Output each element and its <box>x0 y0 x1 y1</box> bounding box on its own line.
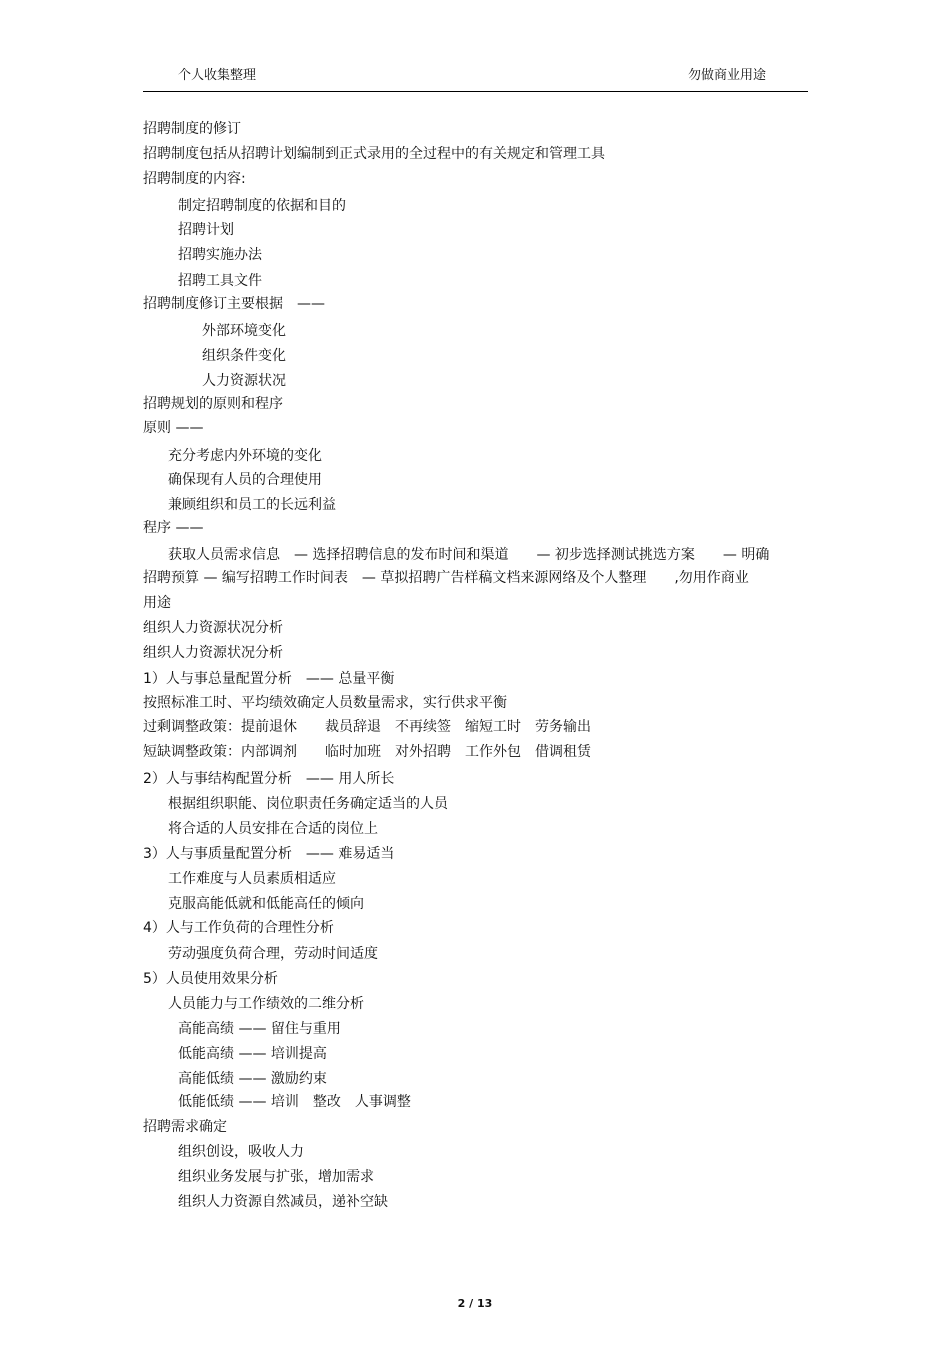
section-heading: 原则 —— <box>143 420 204 436</box>
header-right-text: 勿做商业用途 <box>688 68 767 83</box>
list-item: 根据组织职能、岗位职责任务确定适当的人员 <box>168 796 448 812</box>
list-item: 组织人力资源自然减员，递补空缺 <box>178 1194 388 1210</box>
list-item: 招聘实施办法 <box>178 247 262 263</box>
list-item: 招聘计划 <box>178 222 234 238</box>
list-item: 组织创设，吸收人力 <box>178 1144 304 1160</box>
list-item: 将合适的人员安排在合适的岗位上 <box>168 821 378 837</box>
section-heading: 招聘制度的内容: <box>143 171 246 187</box>
list-item: 组织业务发展与扩张，增加需求 <box>178 1169 374 1185</box>
body-text: 招聘制度包括从招聘计划编制到正式录用的全过程中的有关规定和管理工具 <box>143 146 605 162</box>
numbered-item: 2）人与事结构配置分析 —— 用人所长 <box>143 771 395 787</box>
body-text: 招聘预算 — 编写招聘工作时间表 — 草拟招聘广告样稿文档来源网络及个人整理 ,勿用作商业 <box>143 570 749 586</box>
numbered-item: 5）人员使用效果分析 <box>143 971 278 987</box>
list-item: 组织条件变化 <box>202 348 286 364</box>
body-text: 获取人员需求信息 — 选择招聘信息的发布时间和渠道 — 初步选择测试挑选方案 — 明确 <box>168 547 770 563</box>
list-item: 工作难度与人员素质相适应 <box>168 871 336 887</box>
section-heading: 程序 —— <box>143 520 204 536</box>
list-item: 低能低绩 —— 培训 整改 人事调整 <box>178 1094 411 1110</box>
section-heading: 组织人力资源状况分析 <box>143 620 283 636</box>
section-heading: 招聘需求确定 <box>143 1119 227 1135</box>
list-item: 外部环境变化 <box>202 323 286 339</box>
numbered-item: 3）人与事质量配置分析 —— 难易适当 <box>143 846 395 862</box>
body-text: 过剩调整政策：提前退休 裁员辞退 不再续签 缩短工时 劳务输出 <box>143 719 591 735</box>
header-left-text: 个人收集整理 <box>178 68 257 83</box>
list-item: 高能高绩 —— 留住与重用 <box>178 1021 341 1037</box>
section-heading: 组织人力资源状况分析 <box>143 645 283 661</box>
list-item: 克服高能低就和低能高任的倾向 <box>168 896 364 912</box>
numbered-item: 1）人与事总量配置分析 —— 总量平衡 <box>143 671 395 687</box>
numbered-item: 4）人与工作负荷的合理性分析 <box>143 920 334 936</box>
list-item: 人员能力与工作绩效的二维分析 <box>168 996 364 1012</box>
list-item: 招聘工具文件 <box>178 273 262 289</box>
section-heading: 招聘制度修订主要根据 —— <box>143 296 325 312</box>
list-item: 劳动强度负荷合理，劳动时间适度 <box>168 946 378 962</box>
body-text: 按照标准工时、平均绩效确定人员数量需求，实行供求平衡 <box>143 695 507 711</box>
list-item: 制定招聘制度的依据和目的 <box>178 198 346 214</box>
list-item: 高能低绩 —— 激励约束 <box>178 1071 327 1087</box>
section-heading: 招聘规划的原则和程序 <box>143 396 283 412</box>
header-divider <box>143 91 808 92</box>
page-number: 2 / 13 <box>457 1297 493 1310</box>
section-heading: 招聘制度的修订 <box>143 121 241 137</box>
body-text: 短缺调整政策：内部调剂 临时加班 对外招聘 工作外包 借调租赁 <box>143 744 591 760</box>
list-item: 确保现有人员的合理使用 <box>168 472 322 488</box>
list-item: 人力资源状况 <box>202 373 286 389</box>
list-item: 充分考虑内外环境的变化 <box>168 448 322 464</box>
body-text: 用途 <box>143 595 171 611</box>
list-item: 兼顾组织和员工的长远利益 <box>168 497 336 513</box>
list-item: 低能高绩 —— 培训提高 <box>178 1046 327 1062</box>
